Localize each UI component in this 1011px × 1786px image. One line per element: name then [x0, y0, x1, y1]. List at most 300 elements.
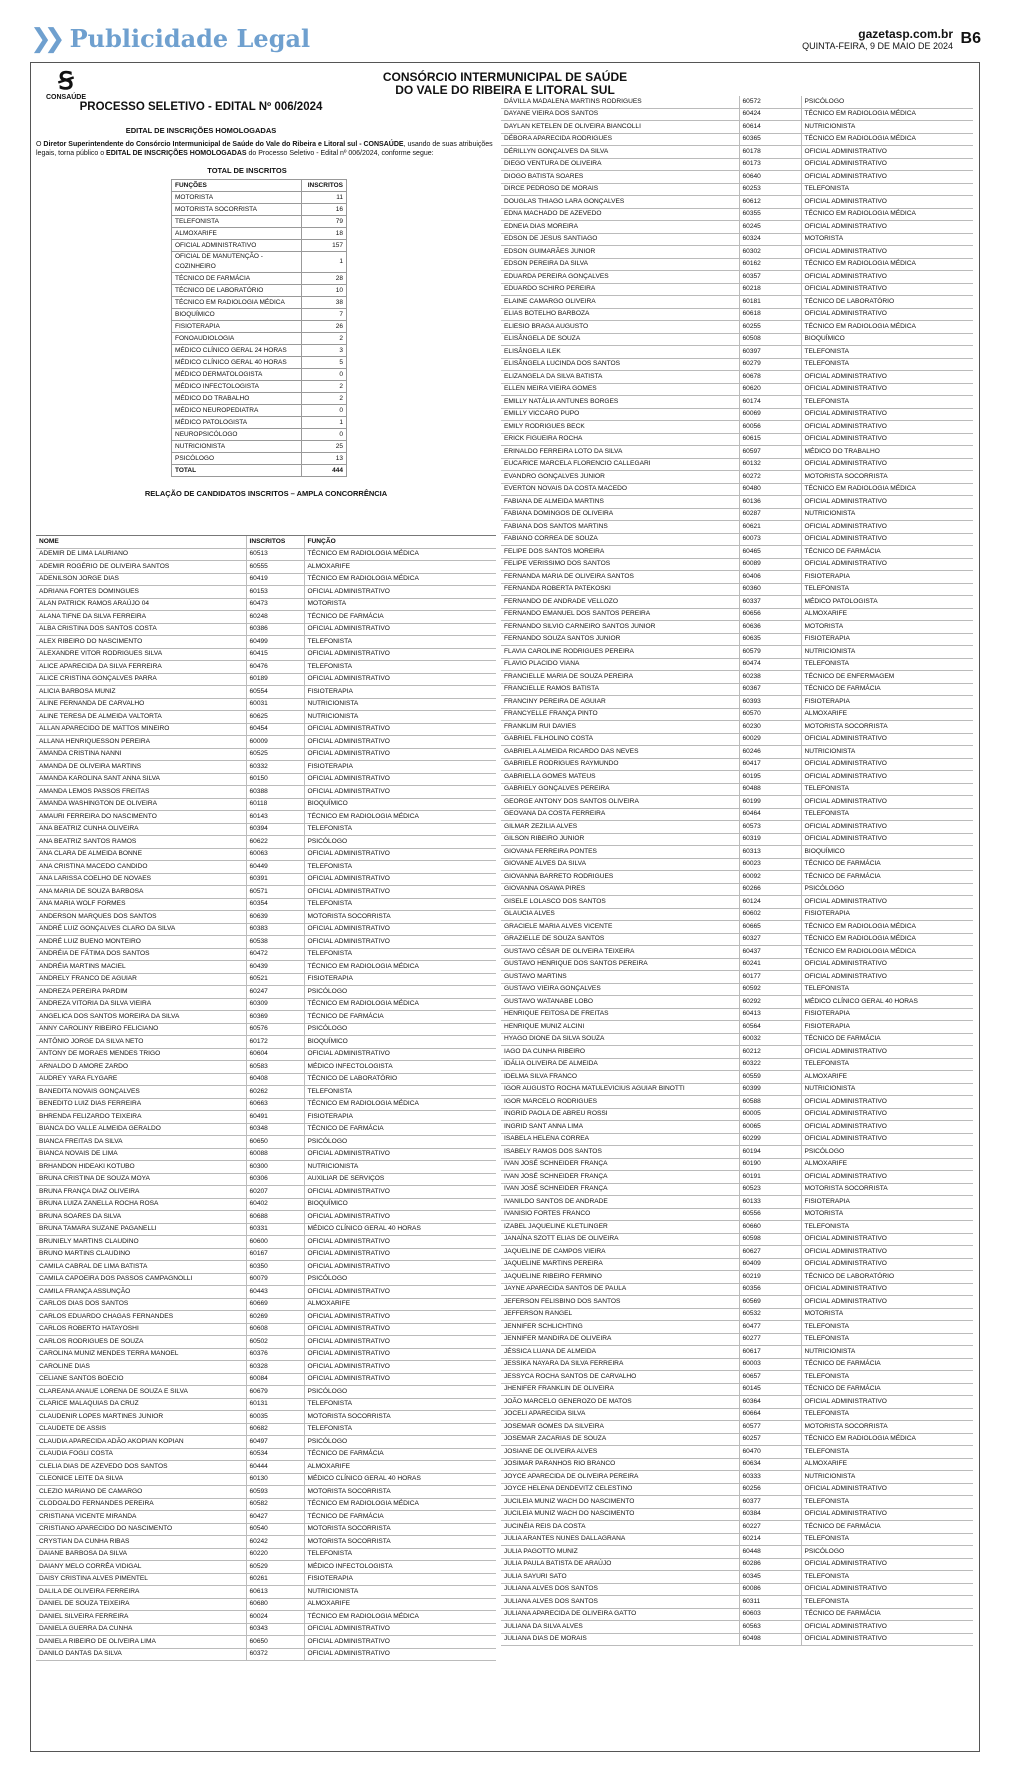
registration-number: 60194 — [739, 1146, 801, 1159]
function-name: TÉCNICO EM RADIOLOGIA MÉDICA — [172, 297, 302, 309]
table-row — [501, 1533, 973, 1546]
registration-number: 60279 — [739, 358, 801, 371]
registration-number: 60640 — [739, 171, 801, 184]
candidate-name: ARNALDO D AMORE ZARDO — [36, 1061, 246, 1074]
registration-number: 60272 — [739, 471, 801, 484]
candidate-name: FERNANDO EMANUEL DOS SANTOS PEREIRA — [501, 608, 739, 621]
candidate-name: JEFERSON FELISBINO DOS SANTOS — [501, 1296, 739, 1309]
registration-number: 60488 — [739, 783, 801, 796]
registration-number: 60313 — [739, 846, 801, 859]
table-row — [501, 1446, 973, 1459]
candidate-name: ELISÂNGELA DE SOUZA — [501, 333, 739, 346]
function-name: OFICIAL ADMINISTRATIVO — [304, 736, 496, 749]
candidate-name: GRAZIELLE DE SOUZA SANTOS — [501, 933, 739, 946]
function-name: MÉDICO INFECTOLOGISTA — [304, 1561, 496, 1574]
totals-row — [172, 393, 347, 405]
function-name: ALMOXARIFE — [172, 228, 302, 240]
table-row — [36, 1061, 496, 1074]
function-name: TELEFONISTA — [304, 636, 496, 649]
registration-number: 60657 — [739, 1371, 801, 1384]
table-row — [501, 996, 973, 1009]
function-name: TÉCNICO DE LABORATÓRIO — [801, 1271, 973, 1284]
table-row — [501, 296, 973, 309]
table-row — [501, 633, 973, 646]
registration-number: 60571 — [246, 886, 304, 899]
table-row — [36, 1573, 496, 1586]
registration-number: 60357 — [739, 271, 801, 284]
function-name: OFICIAL ADMINISTRATIVO — [801, 1508, 973, 1521]
registration-number: 60473 — [246, 598, 304, 611]
candidate-name: EUCARICE MARCELA FLORENCIO CALLEGARI — [501, 458, 739, 471]
candidate-name: JULIA PAGOTTO MUNIZ — [501, 1546, 739, 1559]
registration-number: 60465 — [739, 546, 801, 559]
table-row — [501, 1508, 973, 1521]
registration-number: 60634 — [739, 1458, 801, 1471]
function-name: OFICIAL ADMINISTRATIVO — [801, 971, 973, 984]
totals-table — [171, 179, 347, 477]
table-row — [36, 1598, 496, 1611]
registration-number: 60256 — [739, 1483, 801, 1496]
candidate-name: CLEZIO MARIANO DE CAMARGO — [36, 1486, 246, 1499]
table-row — [36, 1623, 496, 1636]
table-row — [36, 973, 496, 986]
registration-number: 60569 — [739, 1296, 801, 1309]
registration-number: 60444 — [246, 1461, 304, 1474]
candidate-name: BRUNA FRANÇA DIAZ OLIVEIRA — [36, 1186, 246, 1199]
candidate-name: DÉBORA APARECIDA RODRIGUES — [501, 133, 739, 146]
candidate-name: ELISÂNGELA LUCINDA DOS SANTOS — [501, 358, 739, 371]
function-name: MOTORISTA SOCORRISTA — [304, 1536, 496, 1549]
candidate-name: FLAVIA CAROLINE RODRIGUES PEREIRA — [501, 646, 739, 659]
function-name: OFICIAL ADMINISTRATIVO — [801, 271, 973, 284]
table-row — [501, 146, 973, 159]
table-row — [36, 736, 496, 749]
table-row — [36, 1498, 496, 1511]
section-title — [30, 26, 310, 52]
function-name: OFICIAL ADMINISTRATIVO — [304, 886, 496, 899]
totals-row — [172, 357, 347, 369]
registration-number: 60356 — [739, 1283, 801, 1296]
registration-number: 60246 — [739, 746, 801, 759]
candidate-name: GUSTAVO WATANABE LOBO — [501, 996, 739, 1009]
candidate-name: CAMILA CAPOEIRA DOS PASSOS CAMPAGNOLLI — [36, 1273, 246, 1286]
function-name: ALMOXARIFE — [801, 1071, 973, 1084]
registration-count: 2 — [302, 393, 347, 405]
function-name: MÉDICO PATOLOGISTA — [172, 417, 302, 429]
candidate-name: GABRIELLA GOMES MATEUS — [501, 771, 739, 784]
function-name: OFICIAL ADMINISTRATIVO — [801, 1283, 973, 1296]
function-name: TELEFONISTA — [304, 1086, 496, 1099]
candidate-name: AMANDA LEMOS PASSOS FREITAS — [36, 786, 246, 799]
registration-number: 60086 — [739, 1583, 801, 1596]
function-name: FISIOTERAPIA — [304, 686, 496, 699]
function-name: FISIOTERAPIA — [801, 1196, 973, 1209]
function-name: MOTORISTA SOCORRISTA — [801, 721, 973, 734]
function-name: OFICIAL ADMINISTRATIVO — [304, 1048, 496, 1061]
function-name: MÉDICO CLÍNICO GERAL 40 HORAS — [172, 357, 302, 369]
candidate-name: ALINE TERESA DE ALMEIDA VALTORTA — [36, 711, 246, 724]
candidate-name: BHRENDA FELIZARDO TEIXEIRA — [36, 1111, 246, 1124]
registration-number: 60598 — [739, 1233, 801, 1246]
table-row — [501, 783, 973, 796]
registration-number: 60573 — [739, 821, 801, 834]
function-name: TÉCNICO DE ENFERMAGEM — [801, 671, 973, 684]
candidate-name: BANEDITA NOVAIS GONÇALVES — [36, 1086, 246, 1099]
function-name: NUTRICIONISTA — [172, 441, 302, 453]
function-name: TÉCNICO EM RADIOLOGIA MÉDICA — [304, 573, 496, 586]
candidate-name: GILMAR ZEZILIA ALVES — [501, 821, 739, 834]
registration-number: 60472 — [246, 948, 304, 961]
registration-number: 60214 — [739, 1533, 801, 1546]
function-name: TELEFONISTA — [801, 183, 973, 196]
candidate-name: DAIANY MELO CORRÊA VIDIGAL — [36, 1561, 246, 1574]
candidate-name: IVAN JOSÉ SCHNEIDER FRANÇA — [501, 1183, 739, 1196]
registration-number: 60365 — [739, 133, 801, 146]
registration-number: 60477 — [739, 1321, 801, 1334]
function-name: TELEFONISTA — [304, 1548, 496, 1561]
candidate-name: EDNA MACHADO DE AZEVEDO — [501, 208, 739, 221]
table-row — [501, 808, 973, 821]
registration-number: 60532 — [739, 1308, 801, 1321]
candidate-name: GIOVANA FERREIRA PONTES — [501, 846, 739, 859]
function-name: TÉCNICO EM RADIOLOGIA MÉDICA — [304, 548, 496, 561]
function-name: OFICIAL ADMINISTRATIVO — [304, 1211, 496, 1224]
function-name: NUTRICIONISTA — [801, 508, 973, 521]
function-name: OFICIAL ADMINISTRATIVO — [801, 1583, 973, 1596]
registration-number: 60364 — [739, 1396, 801, 1409]
candidate-name: JOÃO MARCELO GENEROZO DE MATOS — [501, 1396, 739, 1409]
function-name: PSICÓLOGO — [801, 1546, 973, 1559]
function-name: MOTORISTA — [801, 621, 973, 634]
candidate-name: JOYCE APARECIDA DE OLIVEIRA PEREIRA — [501, 1471, 739, 1484]
candidate-name: GRACIELE MARIA ALVES VICENTE — [501, 921, 739, 934]
function-name: TÉCNICO DE FARMÁCIA — [801, 1033, 973, 1046]
candidate-name: DIEGO VENTURA DE OLIVEIRA — [501, 158, 739, 171]
registration-number: 60402 — [246, 1198, 304, 1211]
table-row — [36, 1536, 496, 1549]
table-row — [501, 533, 973, 546]
function-name: OFICIAL ADMINISTRATIVO — [801, 1171, 973, 1184]
function-name: FISIOTERAPIA — [801, 571, 973, 584]
table-row — [36, 1186, 496, 1199]
candidate-name: AMANDA DE OLIVEIRA MARTINS — [36, 761, 246, 774]
candidate-name: ADEMIR ROGÉRIO DE OLIVEIRA SANTOS — [36, 561, 246, 574]
table-row — [36, 623, 496, 636]
candidate-name: GUSTAVO VIEIRA GONÇALVES — [501, 983, 739, 996]
table-row — [501, 283, 973, 296]
function-name: NUTRICIONISTA — [801, 1083, 973, 1096]
candidate-name: CARLOS RODRIGUES DE SOUZA — [36, 1336, 246, 1349]
registration-number: 60124 — [739, 896, 801, 909]
function-name: MOTORISTA — [304, 598, 496, 611]
registration-number: 60286 — [739, 1558, 801, 1571]
candidate-name: CELIANE SANTOS BOECIO — [36, 1373, 246, 1386]
candidate-name: FRANKLIM RUI DAVIES — [501, 721, 739, 734]
candidate-name: ALANA TIFNE DA SILVA FERREIRA — [36, 611, 246, 624]
table-row — [501, 708, 973, 721]
candidate-name: JESSYCA ROCHA SANTOS DE CARVALHO — [501, 1371, 739, 1384]
registration-number: 60360 — [739, 583, 801, 596]
table-row — [36, 1023, 496, 1036]
function-name: BIOQUÍMICO — [304, 1198, 496, 1211]
registration-number: 60454 — [246, 723, 304, 736]
function-name: TELEFONISTA — [801, 358, 973, 371]
candidate-name: GIOVANNA BARRETO RODRIGUES — [501, 871, 739, 884]
registration-number: 60327 — [739, 933, 801, 946]
table-row — [501, 1571, 973, 1584]
registration-number: 60540 — [246, 1523, 304, 1536]
candidate-name: CARLOS ROBERTO HATAYOSHI — [36, 1323, 246, 1336]
function-name: MOTORISTA — [801, 233, 973, 246]
totals-title: TOTAL DE INSCRITOS — [207, 166, 287, 175]
candidate-name: CLAREANA ANAUE LORENA DE SOUZA E SILVA — [36, 1386, 246, 1399]
function-name: TÉCNICO EM RADIOLOGIA MÉDICA — [801, 483, 973, 496]
candidate-name: ALICE APARECIDA DA SILVA FERREIRA — [36, 661, 246, 674]
table-row — [36, 1448, 496, 1461]
registration-number: 60178 — [739, 146, 801, 159]
function-name: OFICIAL ADMINISTRATIVO — [801, 1108, 973, 1121]
registration-number: 60092 — [739, 871, 801, 884]
registration-number: 60393 — [739, 696, 801, 709]
registration-number: 60220 — [246, 1548, 304, 1561]
candidate-name: ANA MARIA DE SOUZA BARBOSA — [36, 886, 246, 899]
intro-section — [36, 99, 496, 498]
table-row — [36, 661, 496, 674]
candidate-name: ANA CLARA DE ALMEIDA BONNE — [36, 848, 246, 861]
candidate-name: ADEMIR DE LIMA LAURIANO — [36, 548, 246, 561]
table-row — [501, 133, 973, 146]
logo-mark-icon: Ꞩ — [58, 66, 74, 95]
process-title: PROCESSO SELETIVO - EDITAL Nº 006/2024 — [79, 101, 323, 113]
candidate-name: JUCINÉIA REIS DA COSTA — [501, 1521, 739, 1534]
table-row — [501, 1621, 973, 1634]
function-name: OFICIAL ADMINISTRATIVO — [304, 1361, 496, 1374]
table-row — [36, 1486, 496, 1499]
function-name: TELEFONISTA — [801, 1571, 973, 1584]
function-name: OFICIAL ADMINISTRATIVO — [304, 1648, 496, 1661]
registration-number: 60650 — [246, 1136, 304, 1149]
table-row — [36, 1073, 496, 1086]
registration-number: 60035 — [246, 1411, 304, 1424]
table-row — [501, 1633, 973, 1646]
table-row — [501, 1083, 973, 1096]
registration-number: 60212 — [739, 1046, 801, 1059]
function-name: OFICIAL ADMINISTRATIVO — [304, 1286, 496, 1299]
registration-number: 60063 — [246, 848, 304, 861]
candidate-name: IGOR MARCELO RODRIGUES — [501, 1096, 739, 1109]
table-row — [501, 1171, 973, 1184]
table-row — [36, 1611, 496, 1624]
candidate-name: FELIPE DOS SANTOS MOREIRA — [501, 546, 739, 559]
function-name: TELEFONISTA — [801, 1533, 973, 1546]
table-row — [501, 246, 973, 259]
totals-row — [172, 345, 347, 357]
function-name: BIOQUÍMICO — [801, 846, 973, 859]
registration-number: 60669 — [246, 1298, 304, 1311]
table-row — [36, 1423, 496, 1436]
registration-number: 60079 — [246, 1273, 304, 1286]
function-name: OFICIAL ADMINISTRATIVO — [304, 1248, 496, 1261]
candidate-name: AMAURI FERREIRA DO NASCIMENTO — [36, 811, 246, 824]
registration-number: 60230 — [739, 721, 801, 734]
candidate-name: IDELMA SILVA FRANCO — [501, 1071, 739, 1084]
table-row — [36, 548, 496, 561]
function-name: OFICIAL ADMINISTRATIVO — [801, 558, 973, 571]
candidate-name: JULIANA APARECIDA DE OLIVEIRA GATTO — [501, 1608, 739, 1621]
candidate-name: DANIELA RIBEIRO DE OLIVEIRA LIMA — [36, 1636, 246, 1649]
registration-number: 60248 — [246, 611, 304, 624]
function-name: MOTORISTA — [172, 192, 302, 204]
table-row — [501, 1233, 973, 1246]
function-name: TÉCNICO EM RADIOLOGIA MÉDICA — [801, 933, 973, 946]
registration-number: 60437 — [739, 946, 801, 959]
function-name: TELEFONISTA — [801, 346, 973, 359]
table-row — [501, 1433, 973, 1446]
table-row — [501, 433, 973, 446]
candidate-name: ISABELA HELENA CORREA — [501, 1133, 739, 1146]
function-name: NUTRICIONISTA — [304, 1586, 496, 1599]
table-row — [36, 1136, 496, 1149]
table-row — [36, 561, 496, 574]
registration-number: 60424 — [739, 108, 801, 121]
table-row — [36, 598, 496, 611]
table-row — [501, 1121, 973, 1134]
table-row — [501, 333, 973, 346]
candidate-name: GABRIELA ALMEIDA RICARDO DAS NEVES — [501, 746, 739, 759]
table-row — [501, 971, 973, 984]
table-row — [501, 758, 973, 771]
registration-number: 60073 — [739, 533, 801, 546]
function-name: NEUROPSICÓLOGO — [172, 429, 302, 441]
registration-number: 60299 — [739, 1133, 801, 1146]
candidate-name: DAYANE VIEIRA DOS SANTOS — [501, 108, 739, 121]
function-name: ALMOXARIFE — [801, 608, 973, 621]
candidate-name: ANDREZA VITORIA DA SILVA VIEIRA — [36, 998, 246, 1011]
candidate-name: IVANILDO SANTOS DE ANDRADE — [501, 1196, 739, 1209]
candidate-name: CARLOS EDUARDO CHAGAS FERNANDES — [36, 1311, 246, 1324]
registration-number: 60406 — [739, 571, 801, 584]
function-name: NUTRICIONISTA — [801, 1346, 973, 1359]
function-name: MÉDICO INFECTOLOGISTA — [304, 1061, 496, 1074]
table-row — [501, 1383, 973, 1396]
function-name: OFICIAL ADMINISTRATIVO — [304, 936, 496, 949]
registration-number: 60499 — [246, 636, 304, 649]
edital-title: EDITAL DE INSCRIÇÕES HOMOLOGADAS — [125, 126, 277, 135]
table-row — [501, 746, 973, 759]
registration-number: 60474 — [739, 658, 801, 671]
table-row — [501, 1346, 973, 1359]
table-row — [501, 1371, 973, 1384]
function-name: FISIOTERAPIA — [801, 908, 973, 921]
registration-count: 1 — [302, 417, 347, 429]
function-name: FISIOTERAPIA — [172, 321, 302, 333]
candidate-name: FABIANA DOMINGOS DE OLIVEIRA — [501, 508, 739, 521]
table-row — [501, 1608, 973, 1621]
table-row — [501, 383, 973, 396]
table-row — [501, 96, 973, 108]
table-row — [501, 458, 973, 471]
table-row — [36, 1511, 496, 1524]
registration-number: 60497 — [246, 1436, 304, 1449]
registration-number: 60241 — [739, 958, 801, 971]
candidate-name: ANDRÉIA MARTINS MACIEL — [36, 961, 246, 974]
registration-number: 60391 — [246, 873, 304, 886]
candidate-name: BRUNA SOARES DA SILVA — [36, 1211, 246, 1224]
registration-number: 60245 — [739, 221, 801, 234]
table-row — [501, 346, 973, 359]
candidate-name: ELLEN MEIRA VIEIRA GOMES — [501, 383, 739, 396]
table-row — [501, 1458, 973, 1471]
table-row — [501, 1333, 973, 1346]
registration-number: 60538 — [246, 936, 304, 949]
organization-title — [31, 66, 979, 97]
table-row — [501, 1271, 973, 1284]
candidate-name: CRISTIANA VICENTE MIRANDA — [36, 1511, 246, 1524]
candidate-name: BIANCA DO VALLE ALMEIDA GERALDO — [36, 1123, 246, 1136]
registration-number: 60269 — [246, 1311, 304, 1324]
table-row — [501, 1358, 973, 1371]
registration-number: 60199 — [739, 796, 801, 809]
candidate-name: EVERTON NOVAIS DA COSTA MACEDO — [501, 483, 739, 496]
function-name: FISIOTERAPIA — [801, 633, 973, 646]
registration-number: 60572 — [739, 96, 801, 108]
registration-count: 28 — [302, 273, 347, 285]
registration-number: 60322 — [739, 1058, 801, 1071]
function-name: MOTORISTA SOCORRISTA — [304, 1486, 496, 1499]
candidate-name: CRYSTIAN DA CUNHA RIBAS — [36, 1536, 246, 1549]
registration-number: 60427 — [246, 1511, 304, 1524]
function-name: ALMOXARIFE — [801, 1158, 973, 1171]
table-row — [36, 923, 496, 936]
candidate-name: BRUNIELY MARTINS CLAUDINO — [36, 1236, 246, 1249]
function-name: OFICIAL ADMINISTRATIVO — [801, 521, 973, 534]
registration-number: 60167 — [246, 1248, 304, 1261]
function-name: OFICIAL ADMINISTRATIVO — [801, 821, 973, 834]
candidate-name: JEFFERSON RANGEL — [501, 1308, 739, 1321]
function-name: OFICIAL ADMINISTRATIVO — [304, 1373, 496, 1386]
function-name: TÉCNICO DE FARMÁCIA — [801, 546, 973, 559]
registration-number: 60439 — [246, 961, 304, 974]
function-name: TELEFONISTA — [801, 1371, 973, 1384]
table-row — [501, 833, 973, 846]
candidate-name: JESSIKA NAYARA DA SILVA FERREIRA — [501, 1358, 739, 1371]
function-name: FONOAUDIOLOGIA — [172, 333, 302, 345]
registration-number: 60190 — [739, 1158, 801, 1171]
candidate-name: EDSON GUIMARÃES JUNIOR — [501, 246, 739, 259]
registration-number: 60005 — [739, 1108, 801, 1121]
table-row — [501, 1221, 973, 1234]
table-row — [36, 1636, 496, 1649]
registration-number: 60131 — [246, 1398, 304, 1411]
function-name: BIOQUÍMICO — [304, 1036, 496, 1049]
function-name: FISIOTERAPIA — [801, 696, 973, 709]
function-name: OFICIAL ADMINISTRATIVO — [304, 773, 496, 786]
candidate-name: JULIA ARANTES NUNES DALLAGRANA — [501, 1533, 739, 1546]
function-name: OFICIAL ADMINISTRATIVO — [801, 246, 973, 259]
table-row — [501, 371, 973, 384]
candidate-name: ANDRÉ LUIZ GONÇALVES CLARO DA SILVA — [36, 923, 246, 936]
registration-number: 60600 — [246, 1236, 304, 1249]
function-name: OFICIAL ADMINISTRATIVO — [304, 1323, 496, 1336]
candidate-name: JUCILEIA MUNIZ WACH DO NASCIMENTO — [501, 1508, 739, 1521]
table-row — [36, 1461, 496, 1474]
registration-number: 60602 — [739, 908, 801, 921]
table-row — [36, 911, 496, 924]
registration-number: 60207 — [246, 1186, 304, 1199]
function-name: TELEFONISTA — [801, 583, 973, 596]
function-name: TELEFONISTA — [304, 948, 496, 961]
function-name: TÉCNICO EM RADIOLOGIA MÉDICA — [801, 133, 973, 146]
